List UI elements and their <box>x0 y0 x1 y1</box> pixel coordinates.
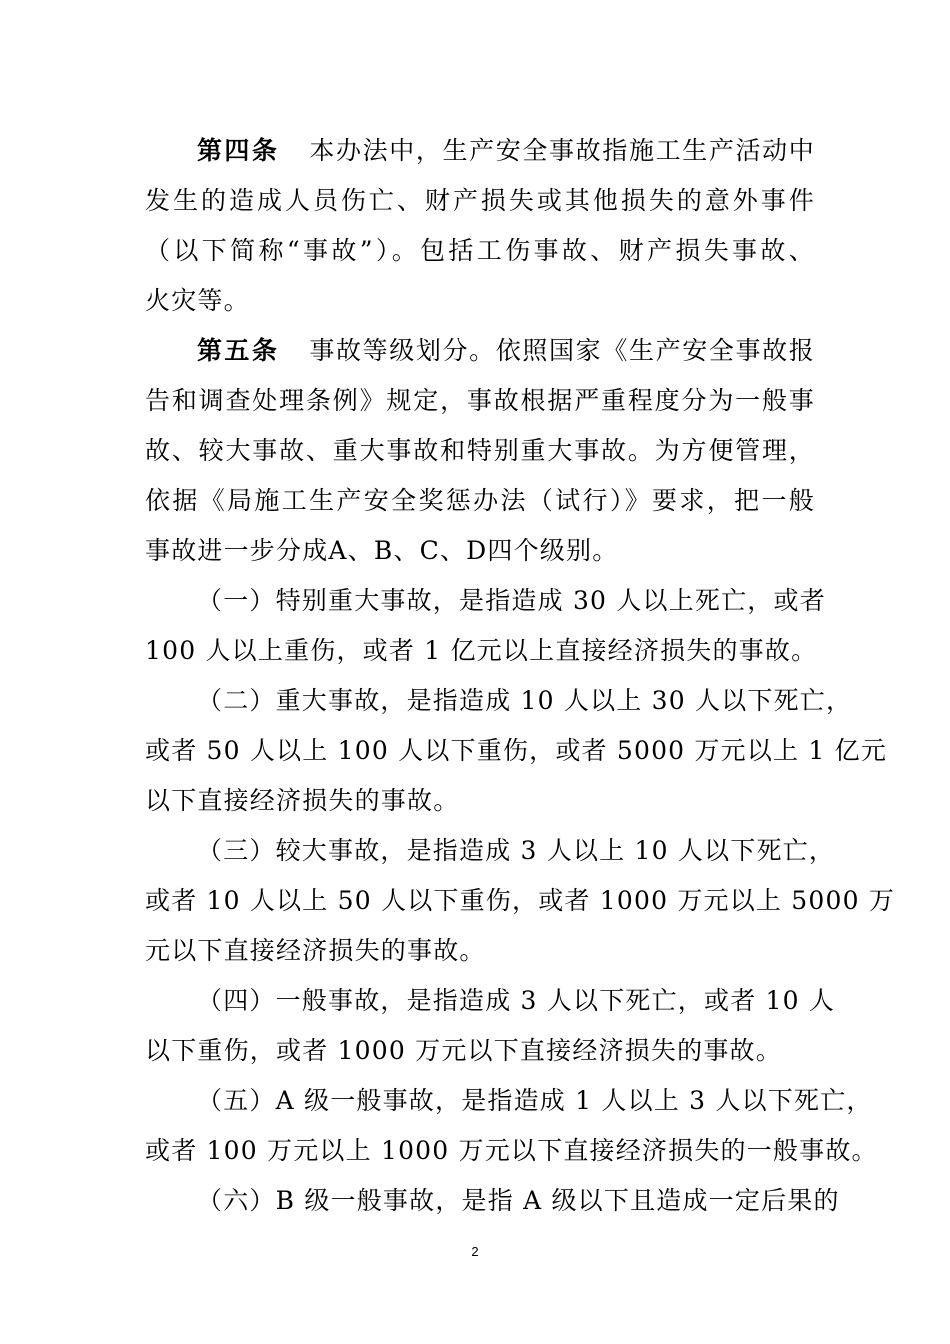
item-2-line-1: （二）重大事故，是指造成 10 人以上 30 人以下死亡， <box>197 686 853 715</box>
article-5-line-3: 故、较大事故、重大事故和特别重大事故。为方便管理， <box>145 436 815 465</box>
article-4-line-3: （以下简称“事故”）。包括工伤事故、财产损失事故、 <box>145 236 815 265</box>
item-3-line-2: 或者 10 人以上 50 人以下重伤，或者 1000 万元以上 5000 万 <box>145 886 896 915</box>
article-4-line-2: 发生的造成人员伤亡、财产损失或其他损失的意外事件 <box>145 186 815 215</box>
page-number: 2 <box>471 1244 479 1259</box>
item-6-line-1: （六）B 级一般事故，是指 A 级以下且造成一定后果的 <box>197 1186 840 1215</box>
item-1-line-1: （一）特别重大事故，是指造成 30 人以上死亡，或者 <box>197 586 826 615</box>
article-4-heading: 第四条 <box>197 136 280 165</box>
article-5-line-2: 告和调查处理条例》规定，事故根据严重程度分为一般事 <box>145 386 815 415</box>
article-5-text: 事故等级划分。依照国家《生产安全事故报 <box>309 336 815 365</box>
article-4-text: 本办法中，生产安全事故指施工生产活动中 <box>309 136 815 165</box>
item-2-line-3: 以下直接经济损失的事故。 <box>145 786 460 815</box>
item-2-line-2: 或者 50 人以上 100 人以下重伤，或者 5000 万元以上 1 亿元 <box>145 736 888 765</box>
item-4-line-1: （四）一般事故，是指造成 3 人以下死亡，或者 10 人 <box>197 986 836 1015</box>
article-5-heading: 第五条 <box>197 336 280 365</box>
item-4-line-2: 以下重伤，或者 1000 万元以下直接经济损失的事故。 <box>145 1036 782 1065</box>
item-3-line-1: （三）较大事故，是指造成 3 人以上 10 人以下死亡， <box>197 836 836 865</box>
item-1-line-2: 100 人以上重伤，或者 1 亿元以上直接经济损失的事故。 <box>145 636 818 665</box>
article-4-line-1 <box>197 131 815 171</box>
item-3-line-3: 元以下直接经济损失的事故。 <box>145 936 486 965</box>
article-5-line-5: 事故进一步分成A、B、C、D四个级别。 <box>145 536 619 565</box>
item-5-line-1: （五）A 级一般事故，是指造成 1 人以上 3 人以下死亡， <box>197 1086 873 1115</box>
item-5-line-2: 或者 100 万元以上 1000 万元以下直接经济损失的一般事故。 <box>145 1136 878 1165</box>
article-4-line-4: 火灾等。 <box>145 286 250 315</box>
article-5-line-1 <box>197 331 815 371</box>
article-5-line-4: 依据《局施工生产安全奖惩办法（试行）》要求，把一般 <box>145 486 815 515</box>
